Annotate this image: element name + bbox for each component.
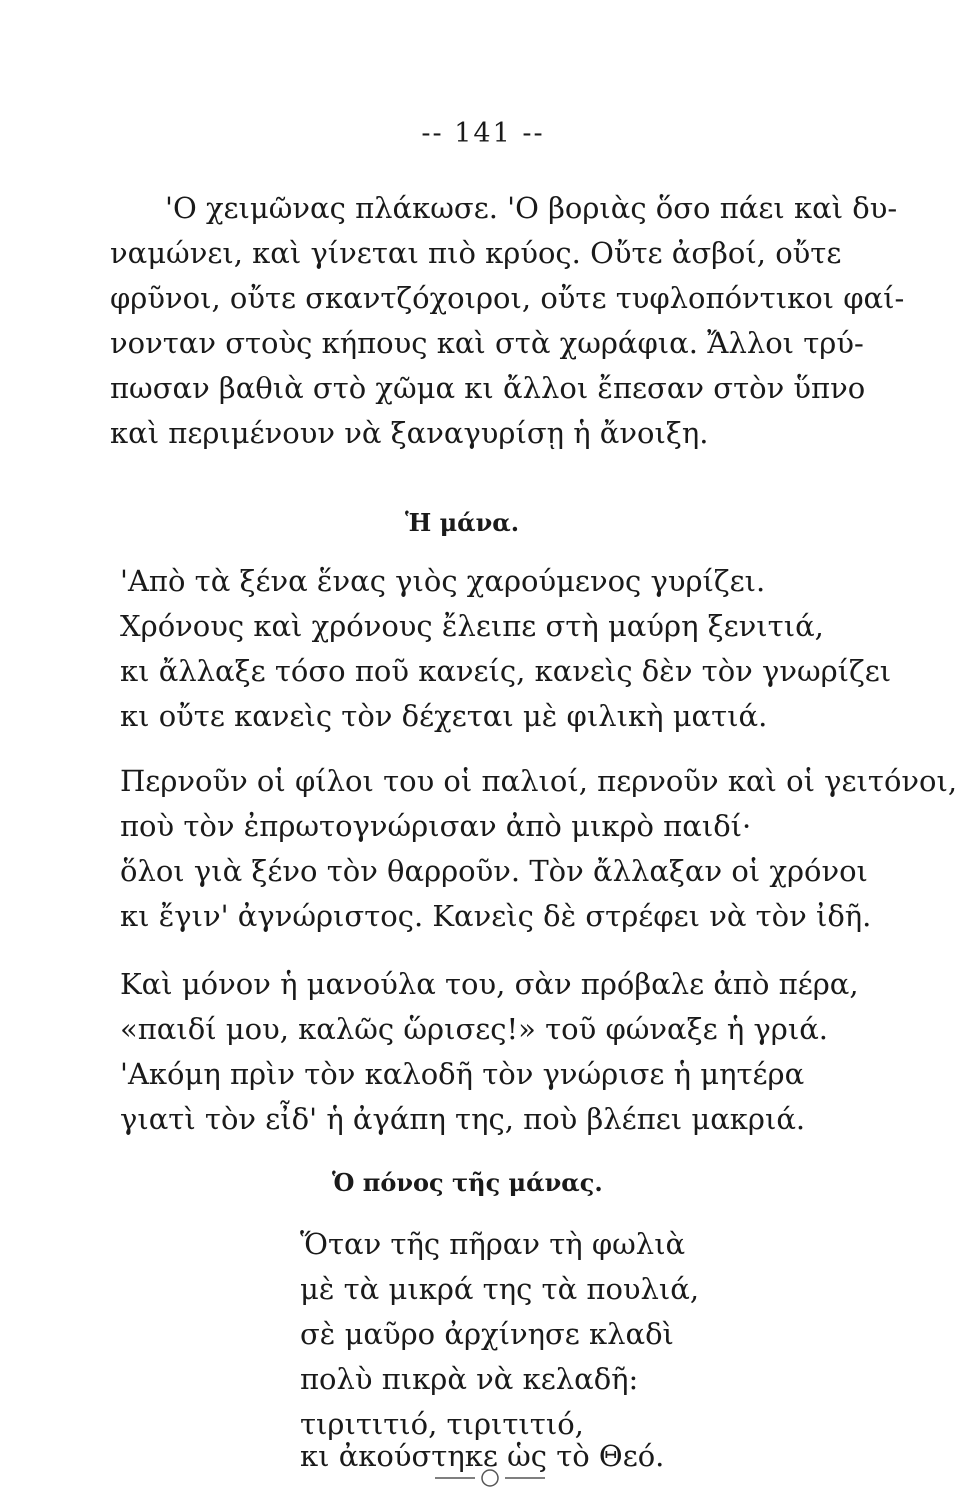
poem-line: Χρόνους καὶ χρόνους ἔλειπε στὴ μαύρη ξενιτιά,	[120, 609, 824, 643]
poem-title: Ὁ πόνος τῆς μάνας.	[332, 1168, 603, 1197]
poem-line: γιατὶ τὸν εἶδ' ἡ ἀγάπη της, ποὺ βλέπει μακριά.	[120, 1102, 806, 1136]
poem-line: Περνοῦν οἱ φίλοι του οἱ παλιοί, περνοῦν καὶ οἱ γειτόνοι,	[120, 764, 958, 798]
poem-title: Ἡ μάνα.	[405, 508, 520, 537]
poem-line: πολὺ πικρὰ νὰ κελαδῆ:	[300, 1362, 639, 1396]
prose-line: ναμώνει, καὶ γίνεται πιὸ κρύος. Οὔτε ἀσβοί, οὔτε	[110, 236, 842, 270]
poem-line: Καὶ μόνον ἡ μανούλα του, σὰν πρόβαλε ἀπὸ πέρα,	[120, 967, 859, 1001]
poem-line: «παιδί μου, καλῶς ὥρισες!» τοῦ φώναξε ἡ γριά.	[120, 1012, 828, 1046]
poem-line: 'Ακόμη πρὶν τὸν καλοδῆ τὸν γνώρισε ἡ μητέρα	[120, 1057, 805, 1091]
poem-line: 'Απὸ τὰ ξένα ἕνας γιὸς χαρούμενος γυρίζει.	[120, 564, 766, 598]
page-number: -- 141 --	[421, 118, 545, 149]
poem-line: σὲ μαῦρο ἀρχίνησε κλαδὶ	[300, 1317, 674, 1351]
poem-line: ὅλοι γιὰ ξένο τὸν θαρροῦν. Τὸν ἄλλαξαν οἱ χρόνοι	[120, 854, 868, 888]
poem-line: τιριτιτιό, τιριτιτιό,	[300, 1407, 584, 1441]
prose-line: 'Ο χειμῶνας πλάκωσε. 'Ο βοριὰς ὅσο πάει καὶ δυ-	[165, 191, 898, 225]
poem-line: κι ἀκούστηκε ὡς τὸ Θεό.	[300, 1439, 665, 1473]
poem-line: κι ἄλλαξε τόσο ποῦ κανείς, κανεὶς δὲν τὸν γνωρίζει	[120, 654, 892, 688]
poem-line: κι οὔτε κανεὶς τὸν δέχεται μὲ φιλικὴ ματιά.	[120, 699, 768, 733]
poem-line: ποὺ τὸν ἐπρωτογνώρισαν ἀπὸ μικρὸ παιδί·	[120, 809, 752, 843]
poem-line: μὲ τὰ μικρά της τὰ πουλιά,	[300, 1272, 700, 1306]
poem-line: Ὅταν τῆς πῆραν τὴ φωλιὰ	[300, 1227, 686, 1261]
prose-line: νονταν στοὺς κήπους καὶ στὰ χωράφια. Ἄλλοι τρύ-	[110, 326, 864, 360]
prose-line: καὶ περιμένουν νὰ ξαναγυρίσῃ ἡ ἄνοιξη.	[110, 416, 709, 450]
prose-line: φρῦνοι, οὔτε σκαντζόχοιροι, οὔτε τυφλοπόντικοι φαί-	[110, 281, 905, 315]
footer-ornament	[435, 1468, 545, 1488]
prose-line: πωσαν βαθιὰ στὸ χῶμα κι ἄλλοι ἔπεσαν στὸν ὕπνο	[110, 371, 866, 405]
poem-line: κι ἔγιν' ἀγνώριστος. Κανεὶς δὲ στρέφει νὰ τὸν ἰδῆ.	[120, 899, 872, 933]
